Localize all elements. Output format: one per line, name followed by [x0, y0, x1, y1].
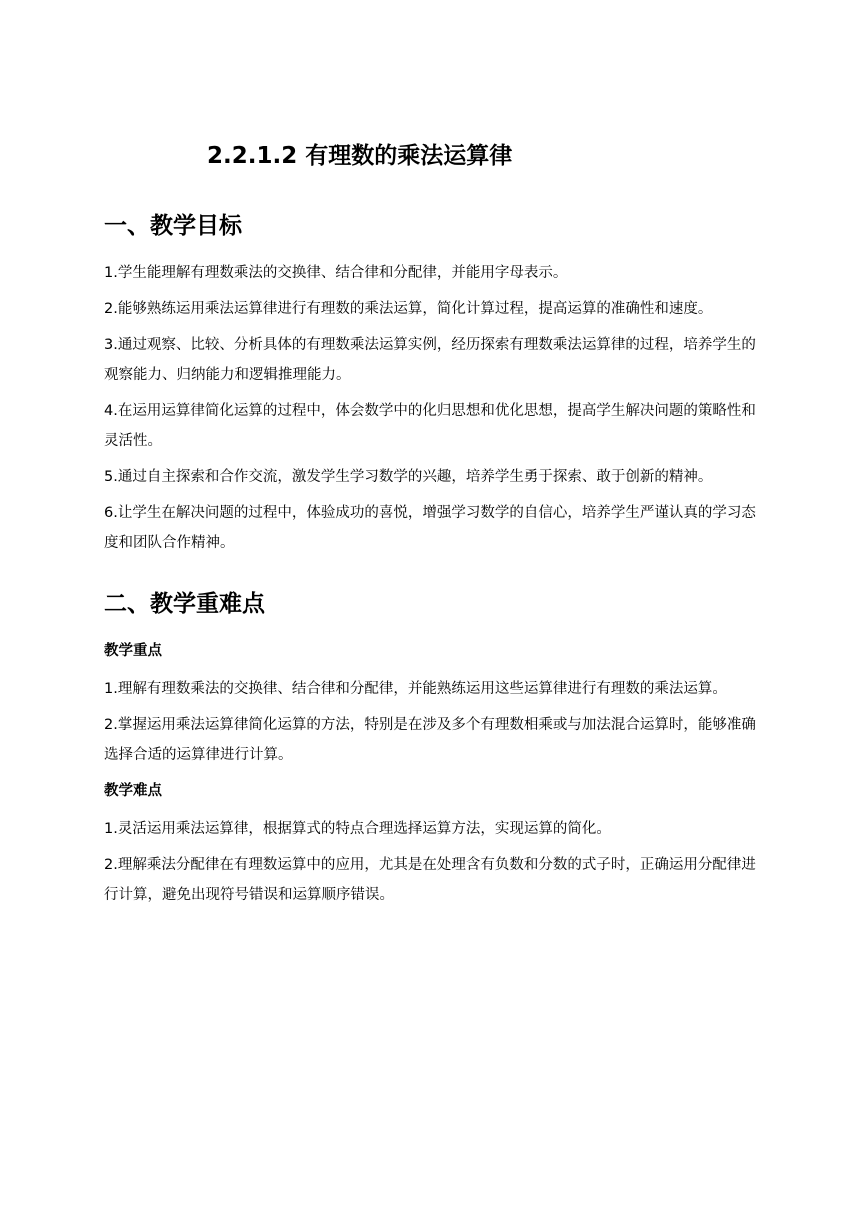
- key-point-item: 1.理解有理数乘法的交换律、结合律和分配律，并能熟练运用这些运算律进行有理数的乘法运算。: [104, 681, 727, 697]
- goal-item: 4.在运用运算律简化运算的过程中，体会数学中的化归思想和优化思想，提高学生解决问题的策略性和灵活性。: [104, 403, 756, 449]
- teaching-goals-list: [104, 258, 756, 558]
- subheading-difficulties: 教学难点: [104, 783, 162, 799]
- goal-item: 2.能够熟练运用乘法运算律进行有理数的乘法运算，简化计算过程，提高运算的准确性和速度。: [104, 301, 713, 317]
- difficulty-item: 1.灵活运用乘法运算律，根据算式的特点合理选择运算方法，实现运算的简化。: [104, 821, 611, 837]
- key-points-block: [104, 636, 756, 770]
- goal-item: 5.通过自主探索和合作交流，激发学生学习数学的兴趣，培养学生勇于探索、敢于创新的精神。: [104, 469, 713, 485]
- goal-item: 1.学生能理解有理数乘法的交换律、结合律和分配律，并能用字母表示。: [104, 265, 568, 281]
- difficulty-item: 2.理解乘法分配律在有理数运算中的应用，尤其是在处理含有负数和分数的式子时，正确运用分配律进行计算，避免出现符号错误和运算顺序错误。: [104, 857, 756, 903]
- goal-item: 3.通过观察、比较、分析具体的有理数乘法运算实例，经历探索有理数乘法运算律的过程，培养学生的观察能力、归纳能力和逻辑推理能力。: [104, 337, 756, 383]
- subheading-key-points: 教学重点: [104, 643, 162, 659]
- section-heading-key-difficult-points: 二、教学重难点: [104, 591, 265, 617]
- difficulties-block: [104, 776, 756, 910]
- document-title: 2.2.1.2 有理数的乘法运算律: [207, 143, 513, 169]
- key-point-item: 2.掌握运用乘法运算律简化运算的方法，特别是在涉及多个有理数相乘或与加法混合运算时，能够准确选择合适的运算律进行计算。: [104, 717, 756, 763]
- section-heading-teaching-goals: 一、教学目标: [104, 213, 242, 239]
- goal-item: 6.让学生在解决问题的过程中，体验成功的喜悦，增强学习数学的自信心，培养学生严谨认真的学习态度和团队合作精神。: [104, 505, 756, 551]
